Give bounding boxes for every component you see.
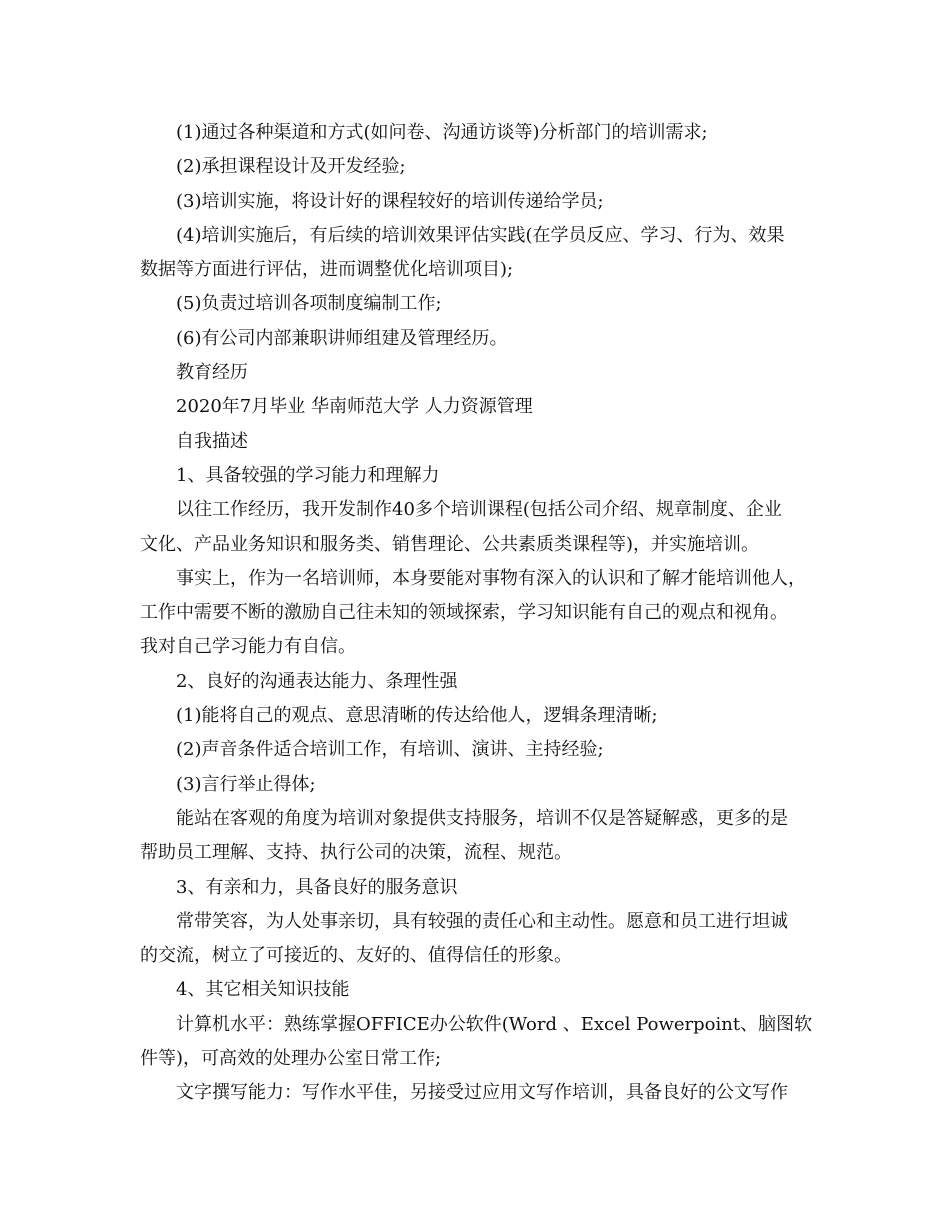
text-line: 4、其它相关知识技能	[176, 979, 350, 1001]
text-line: (1)能将自己的观点、意思清晰的传达给他人，逻辑条理清晰;	[176, 705, 658, 727]
text-line: (1)通过各种渠道和方式(如问卷、沟通访谈等)分析部门的培训需求;	[176, 122, 708, 143]
text-line: 文化、产品业务知识和服务类、销售理论、公共素质类课程等)，并实施培训。	[140, 533, 760, 555]
text-line: (3)培训实施，将设计好的课程较好的培训传递给学员;	[176, 190, 604, 212]
text-line: (4)培训实施后，有后续的培训效果评估实践(在学员反应、学习、行为、效果	[176, 224, 785, 246]
text-line: 以往工作经历，我开发制作40多个培训课程(包括公司介绍、规章制度、企业	[176, 499, 782, 521]
text-line: 事实上，作为一名培训师，本身要能对事物有深入的认识和了解才能培训他人，	[176, 567, 806, 589]
text-line: 3、有亲和力，具备良好的服务意识	[176, 876, 458, 898]
text-line: (2)声音条件适合培训工作，有培训、演讲、主持经验;	[176, 739, 604, 761]
text-line: (2)承担课程设计及开发经验;	[176, 156, 406, 178]
text-line: 计算机水平：熟练掌握OFFICE办公软件(Word 、Excel Powerpoint、脑图软	[176, 1013, 813, 1035]
text-line: 帮助员工理解、支持、执行公司的决策，流程、规范。	[140, 842, 572, 864]
text-line: 2、良好的沟通表达能力、条理性强	[176, 670, 458, 692]
text-line: 常带笑容，为人处事亲切，具有较强的责任心和主动性。愿意和员工进行坦诚	[176, 910, 788, 932]
text-line: 工作中需要不断的激励自己往未知的领域探索，学习知识能有自己的观点和视角。	[140, 602, 788, 624]
text-line: 我对自己学习能力有自信。	[140, 636, 356, 658]
text-line: (6)有公司内部兼职讲师组建及管理经历。	[176, 327, 508, 349]
text-line: 能站在客观的角度为培训对象提供支持服务，培训不仅是答疑解惑，更多的是	[176, 807, 788, 829]
text-line: 文字撰写能力：写作水平佳，另接受过应用文写作培训，具备良好的公文写作	[176, 1082, 788, 1104]
document-body	[140, 116, 815, 1111]
text-line: 数据等方面进行评估，进而调整优化培训项目);	[140, 259, 514, 281]
text-line: 的交流，树立了可接近的、友好的、值得信任的形象。	[140, 945, 572, 967]
section-heading-education: 教育经历	[176, 362, 248, 384]
text-line: (3)言行举止得体;	[176, 773, 316, 795]
text-line: (5)负责过培训各项制度编制工作;	[176, 293, 442, 315]
text-line: 1、具备较强的学习能力和理解力	[176, 464, 440, 486]
section-heading-self-description: 自我描述	[176, 430, 248, 452]
text-line: 2020年7月毕业 华南师范大学 人力资源管理	[176, 396, 533, 418]
text-line: 件等)，可高效的处理办公室日常工作;	[140, 1048, 442, 1070]
